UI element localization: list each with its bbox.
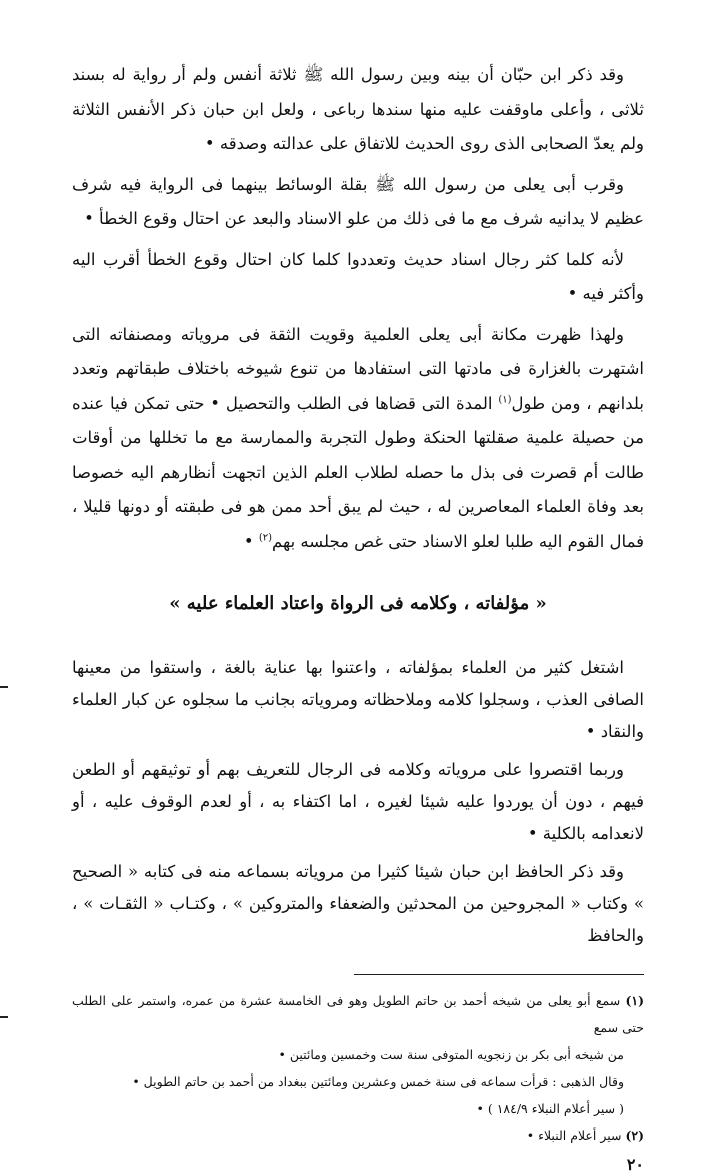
- margin-mark: [0, 1016, 8, 1018]
- paragraph-narrations: وربما اقتصروا على مروياته وكلامه فى الرجال للتعريف بهم أو توثيقهم أو الطعن فيهم ، دون أن يوردوا عليه شيئا لغيره ، اما اكتفاء به ، أو لعدم الوقوف عليه ، أو لانعدامه بالكلية •: [72, 760, 644, 843]
- footnote-text: سير أعلام النبلاء •: [526, 1128, 626, 1143]
- footnotes: [72, 987, 644, 1149]
- footnote-ref-1: (١): [498, 394, 512, 405]
- paragraph-error-likelihood: لأنه كلما كثر رجال اسناد حديث وتعددوا كلما كان احتال وقوع الخطأ أقرب اليه وأكثر فيه •: [72, 249, 644, 303]
- paragraph-text: ولهذا ظهرت مكانة أبى يعلى العلمية وقويت الثقة فى مروياته ومصنفاته التى اشتهرت بالغزارة فى مادتها التى استفادها من تنوع شيوخه باختلاف طبقاتهم وتعدد بلدانهم ، ومن طول: [72, 324, 644, 413]
- section-heading: « مؤلفاته ، وكلامه فى الرواة واعتاد العلماء عليه »: [169, 593, 547, 614]
- footnote-ref-2: (٢): [258, 532, 272, 543]
- footnote-1-line-2: من شيخه أبى بكر بن زنجويه المتوفى سنة ست وخمسين ومائتين •: [278, 1047, 624, 1062]
- footnote-text: سمع أبو يعلى من شيخه أحمد بن حاتم الطويل وهو فى الخامسة عشرة من عمره، واستمر على الطلب حتى سمع: [72, 993, 644, 1035]
- paragraph-text: •: [243, 531, 259, 551]
- footnote-number: (٢): [625, 1128, 644, 1143]
- page-number: ٢٠: [626, 1155, 644, 1174]
- footnote-1: [72, 987, 644, 1041]
- footnote-number: (١): [625, 993, 644, 1008]
- paragraph-text: المدة التى قضاها فى الطلب والتحصيل • حتى تمكن فيا عنده من حصيلة علمية صقلتها الحنكة وطول التجربة والممارسة مع ما تخللها من أوقات طالت أم قصرت فى بذل ما حصله لطلاب العلم الذين اتجهت أنظارهم اليه خصوصا بعد وفاة العلماء المعاصرين له ، حيث لم يبق أحد ممن هو فى طبقته أو دونها قليلا ، فمال القوم اليه طلبا لعلو الاسناد حتى غص مجلسه بهم: [72, 393, 644, 551]
- section-body: [72, 652, 644, 952]
- paragraph-works: اشتغل كثير من العلماء بمؤلفاته ، واعتنوا بها عناية بالغة ، واستقوا من معينها الصافى العذب ، وسجلوا كلامه وملاحظاته ومروياته بجانب ما سجلوه عن كبار العلماء والنقاد •: [72, 658, 644, 741]
- paragraph-closeness: وقرب أبى يعلى من رسول الله ﷺ بقلة الوسائط بينهما فى الرواية فيه شرف عظيم لا يدانيه شرف مع ما فى ذلك من علو الاسناد والبعد عن احتال وقوع الخطأ •: [72, 174, 644, 228]
- footnote-divider: [354, 974, 644, 975]
- footnote-2: [72, 1122, 644, 1149]
- margin-mark: [0, 686, 8, 688]
- paragraph-ibn-hibban: وقد ذكر الحافظ ابن حبان شيئا كثيرا من مروياته بسماعه منه فى كتابه « الصحيح » وكتاب « المجروحين من المحدثين والضعفاء والمتروكين » ، وكتـاب « الثقـات » ، والحافظ: [72, 862, 644, 945]
- footnote-1-citation: ( سير أعلام النبلاء ١٨٤/٩ ) •: [476, 1101, 624, 1116]
- paragraph-scholarly-status: [72, 318, 644, 560]
- paragraph-narrators: وقد ذكر ابن حبّان أن بينه وبين رسول الله ﷺ ثلاثة أنفس ولم أر رواية له بسند ثلاثى ، وأعلى ماوقفت عليه منها سندها رباعى ، ولعل ابن حبان ذكر الأنفس الثلاثة ولم يعدّ الصحابى الذى روى الحديث للاتفاق على عدالته وصدقه •: [72, 65, 644, 153]
- footnote-1-line-3: وقال الذهبى : قرأت سماعه فى سنة خمس وعشرين ومائتين ببغداد من أحمد بن حاتم الطويل •: [132, 1074, 624, 1089]
